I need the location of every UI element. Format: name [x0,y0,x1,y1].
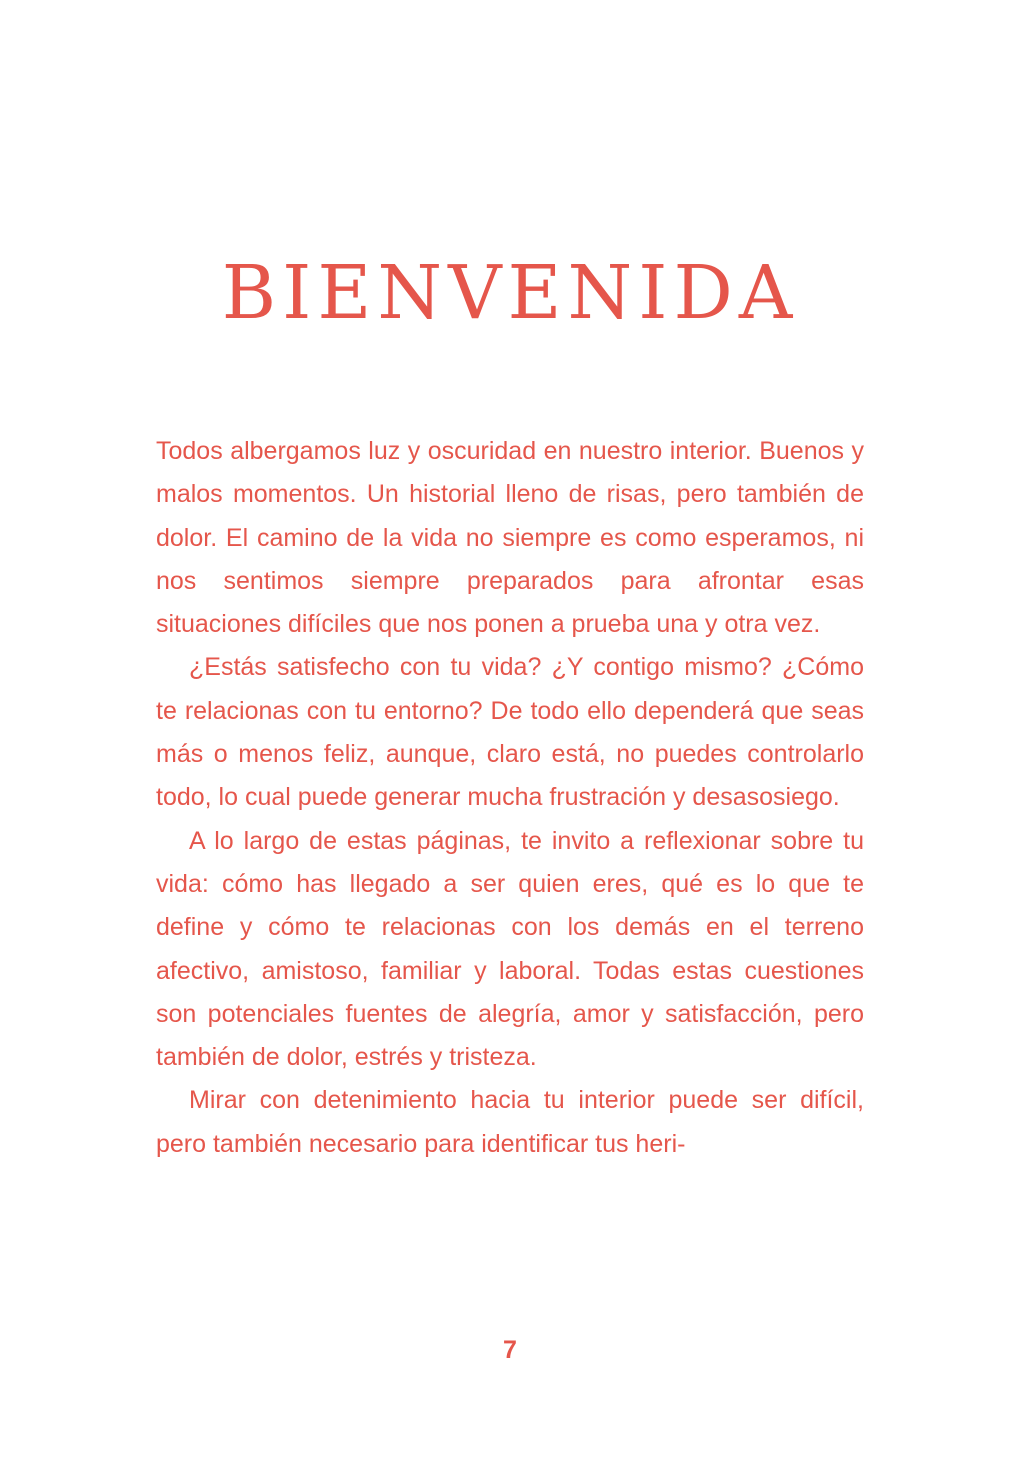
paragraph-1: Todos albergamos luz y oscuridad en nuestro interior. Buenos y malos momentos. Un historial lleno de risas, pero también de dolor. El camino de la vida no siempre es como esperamos, ni nos sentimos siempre preparados para afrontar esas situaciones difíciles que nos ponen a prueba una y otra vez. [156,437,864,639]
page-number: 7 [503,1336,517,1364]
paragraph-2: ¿Estás satisfecho con tu vida? ¿Y contigo mismo? ¿Cómo te relacionas con tu entorno? De todo ello dependerá que seas más o menos feliz, aunque, claro está, no puedes controlarlo todo, lo cual puede generar mucha frustración y desasosiego. [156,653,864,812]
paragraph-3: A lo largo de estas páginas, te invito a reflexionar sobre tu vida: cómo has llegado a ser quien eres, qué es lo que te define y cómo te relacionas con los demás en el terreno afectivo, amistoso, familiar y laboral. Todas estas cuestiones son potenciales fuentes de alegría, amor y satisfacción, pero también de dolor, estrés y tristeza. [156,826,864,1072]
paragraph-4: Mirar con detenimiento hacia tu interior puede ser difícil, pero también necesario para identificar tus heri- [156,1086,864,1158]
body-text [156,430,864,1166]
chapter-title: BIENVENIDA [221,250,799,336]
